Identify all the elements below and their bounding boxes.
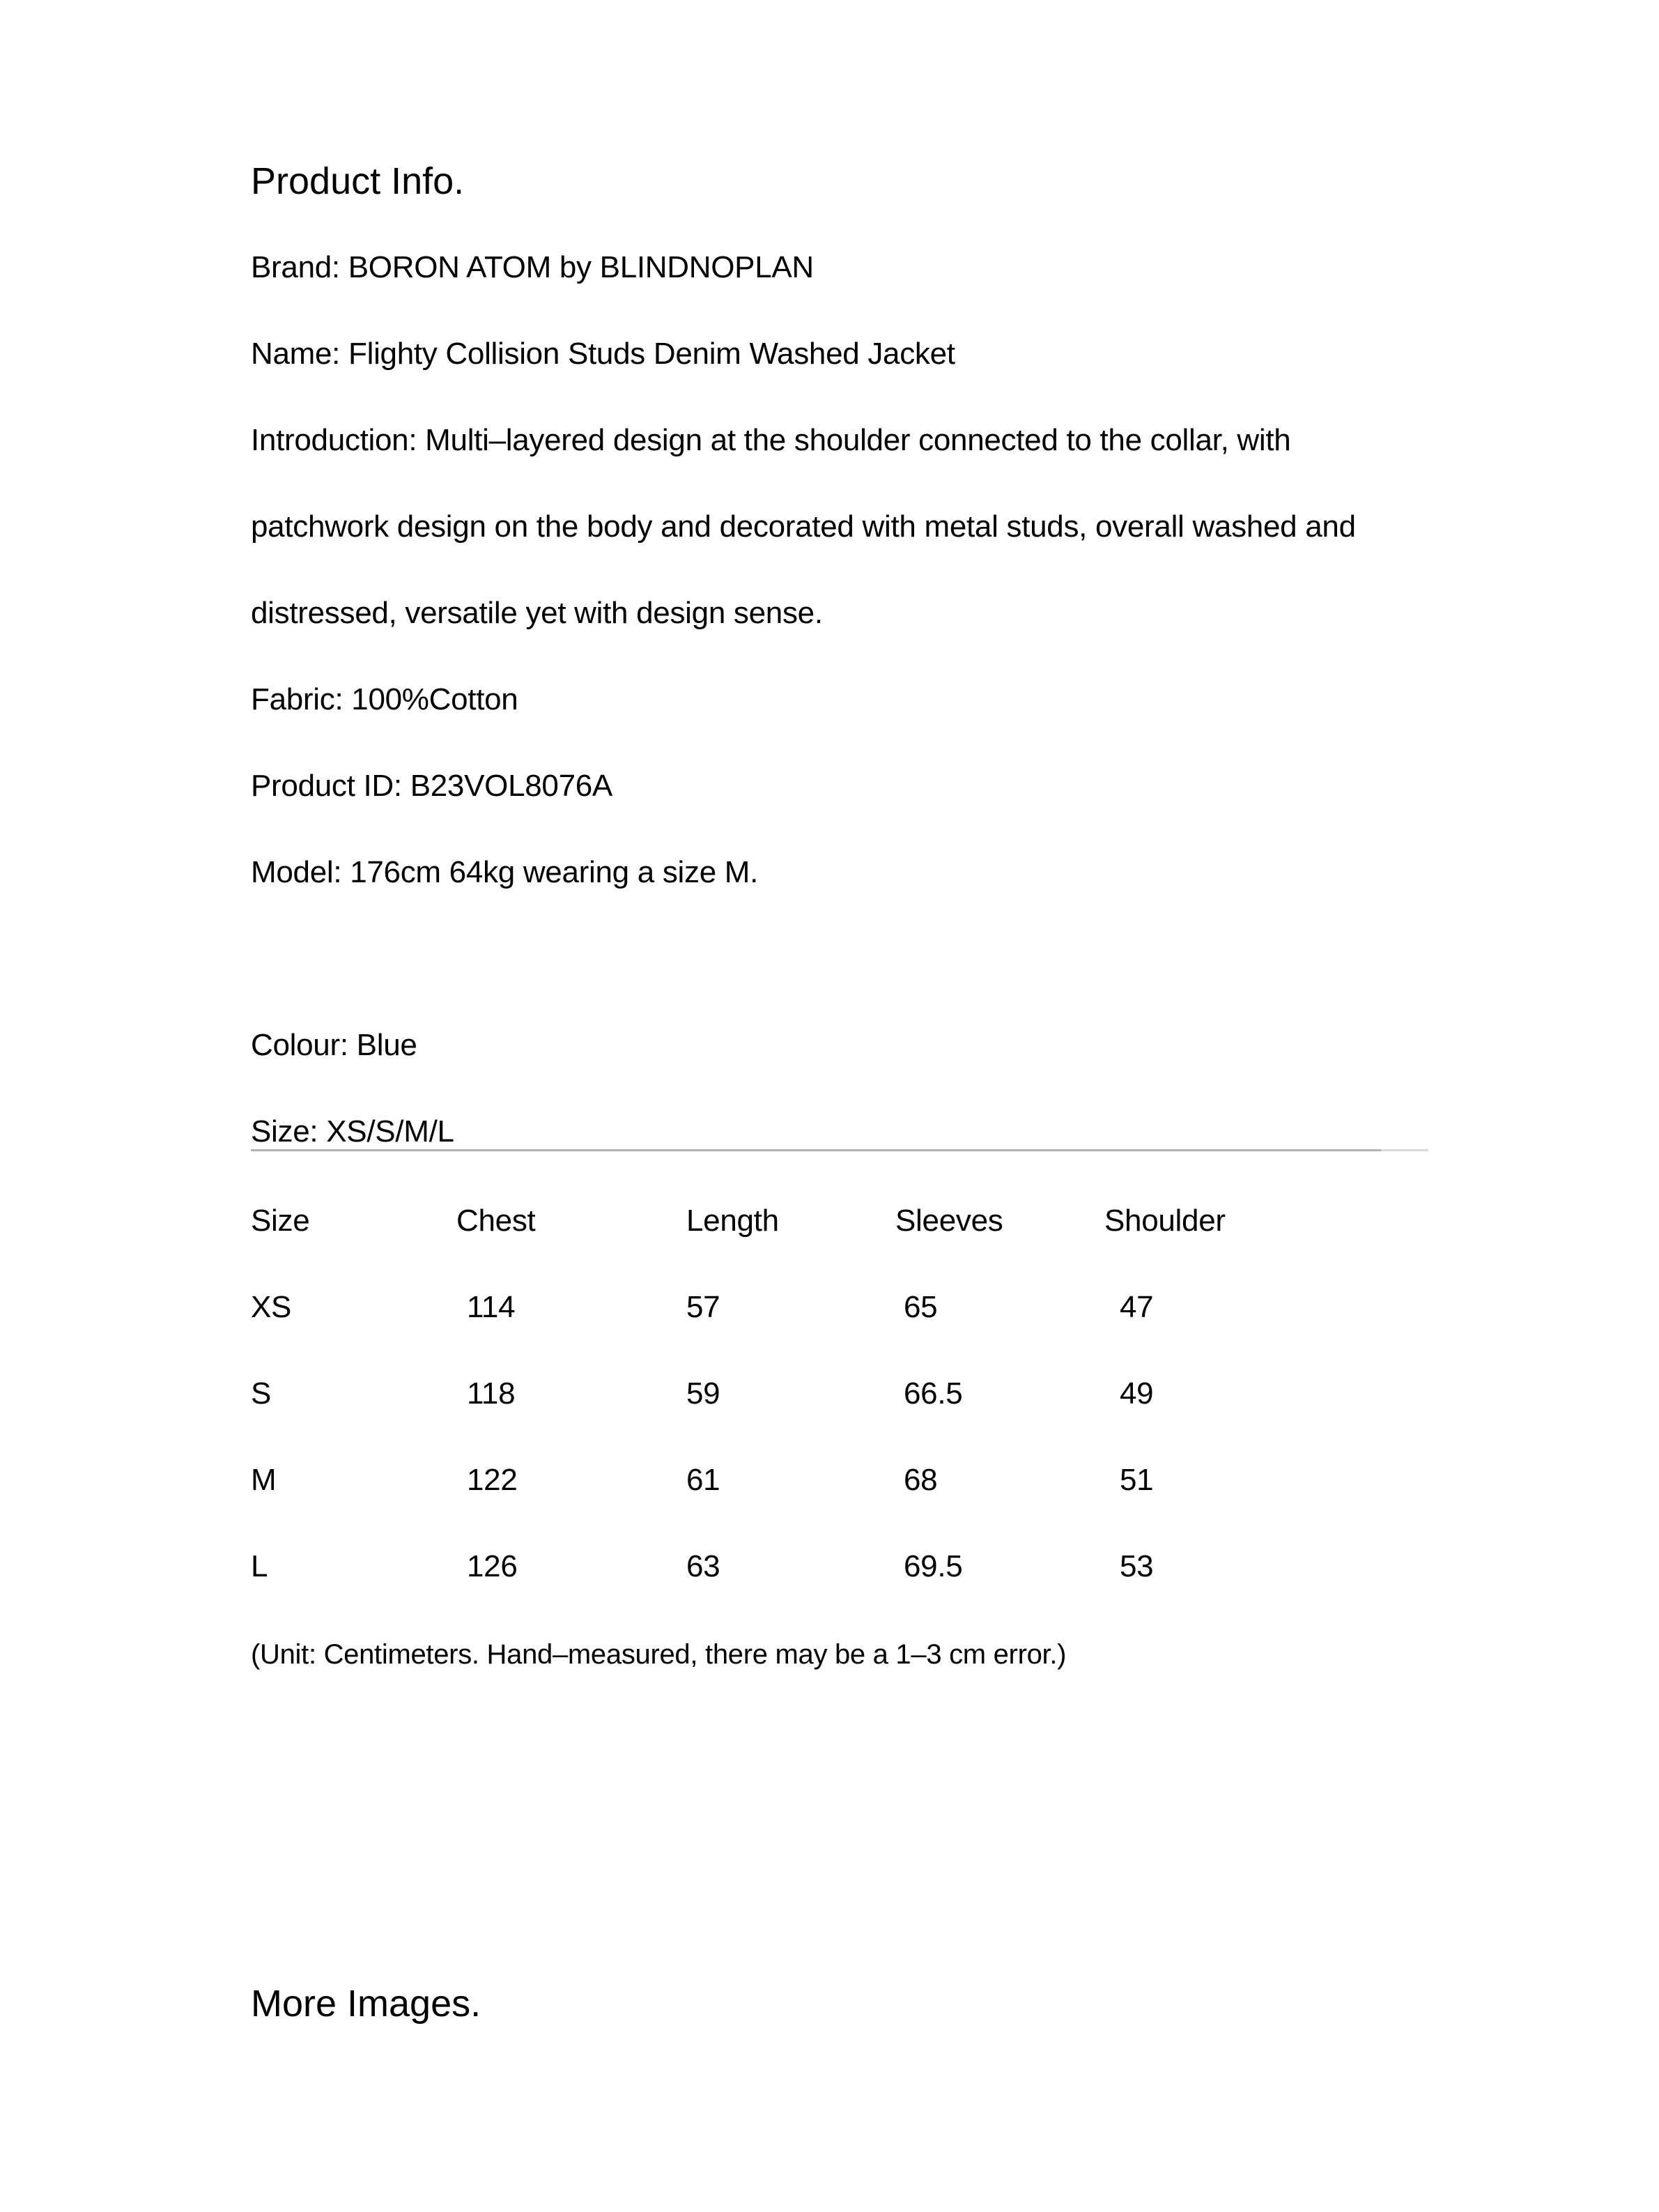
cell-chest: 126 — [467, 1549, 518, 1583]
cell-size: L — [251, 1549, 268, 1583]
cell-chest: 118 — [467, 1376, 516, 1411]
cell-size: M — [251, 1463, 277, 1497]
brand-line: Brand: BORON ATOM by BLINDNOPLAN — [251, 250, 814, 284]
cell-sleeves: 69.5 — [904, 1549, 963, 1583]
table-row-l — [251, 1523, 1153, 1610]
cell-sleeves: 68 — [904, 1463, 938, 1497]
cell-size: S — [251, 1376, 272, 1411]
product-name-line: Name: Flighty Collision Studs Denim Washed Jacket — [251, 337, 955, 371]
cell-shoulder: 49 — [1120, 1376, 1154, 1411]
introduction-line-1: Introduction: Multi–layered design at the shoulder connected to the collar, with — [251, 423, 1291, 457]
introduction-line-2: patchwork design on the body and decorated with metal studs, overall washed and — [251, 509, 1356, 544]
cell-chest: 114 — [467, 1290, 516, 1324]
cell-shoulder: 47 — [1120, 1290, 1154, 1324]
colour-line: Colour: Blue — [251, 1028, 417, 1062]
column-header-length: Length — [686, 1204, 779, 1238]
fabric-line: Fabric: 100%Cotton — [251, 682, 518, 716]
cell-sleeves: 65 — [904, 1290, 938, 1324]
introduction-line-3: distressed, versatile yet with design sense. — [251, 596, 823, 630]
cell-length: 61 — [686, 1463, 720, 1497]
table-row-xs — [251, 1264, 1153, 1351]
cell-shoulder: 51 — [1120, 1463, 1154, 1497]
table-row-s — [251, 1351, 1153, 1437]
table-row-m — [251, 1437, 1153, 1523]
unit-note: (Unit: Centimeters. Hand–measured, there may be a 1–3 cm error.) — [251, 1639, 1067, 1670]
size-table-header-row — [251, 1178, 1226, 1264]
column-header-chest: Chest — [456, 1204, 536, 1238]
product-id-line: Product ID: B23VOL8076A — [251, 769, 612, 803]
cell-length: 57 — [686, 1290, 720, 1324]
cell-length: 63 — [686, 1549, 720, 1583]
column-header-sleeves: Sleeves — [895, 1204, 1003, 1238]
cell-length: 59 — [686, 1376, 720, 1411]
divider-line — [251, 1149, 1428, 1151]
cell-chest: 122 — [467, 1463, 518, 1497]
cell-sleeves: 66.5 — [904, 1376, 963, 1411]
model-line: Model: 176cm 64kg wearing a size M. — [251, 855, 759, 889]
size-options-line: Size: XS/S/M/L — [251, 1114, 454, 1149]
column-header-size: Size — [251, 1204, 310, 1238]
column-header-shoulder: Shoulder — [1104, 1204, 1226, 1238]
page-title: Product Info. — [251, 160, 465, 202]
more-images-heading: More Images. — [251, 1983, 481, 2025]
cell-shoulder: 53 — [1120, 1549, 1154, 1583]
cell-size: XS — [251, 1290, 292, 1324]
